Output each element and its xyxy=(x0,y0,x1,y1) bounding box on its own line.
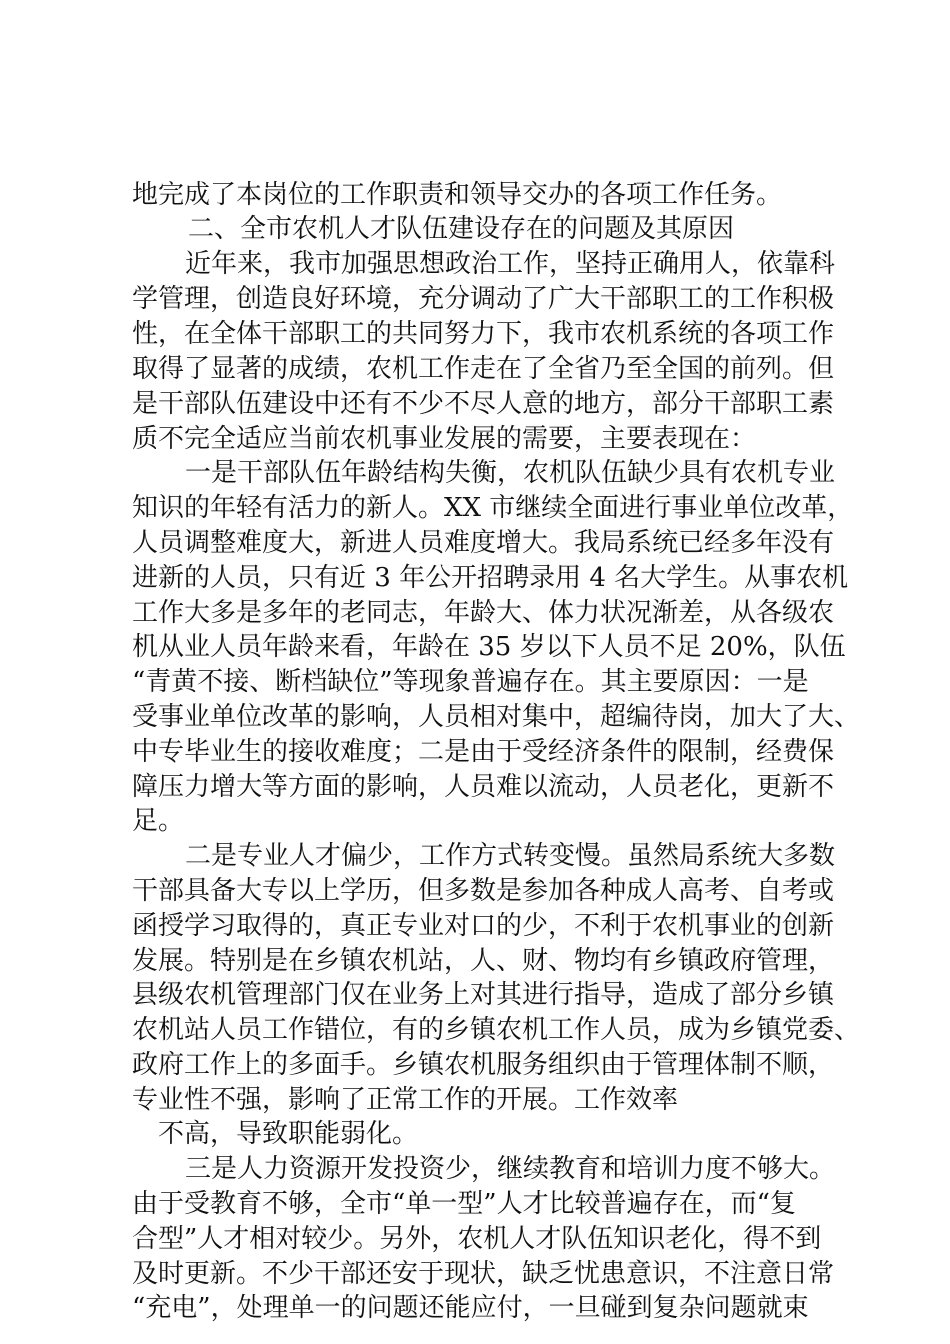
text-line: 进新的人员，只有近 3 年公开招聘录用 4 名大学生。从事农机 xyxy=(132,563,849,593)
text-line: 受事业单位改革的影响，人员相对集中，超编待岗，加大了大、 xyxy=(132,702,861,732)
text-line: 农机站人员工作错位，有的乡镇农机工作人员，成为乡镇党委、 xyxy=(132,1015,861,1045)
text-line: 学管理，创造良好环境，充分调动了广大干部职工的工作积极 xyxy=(132,284,835,314)
text-line: 专业性不强，影响了正常工作的开展。工作效率 xyxy=(132,1085,679,1115)
text-line: 及时更新。不少干部还安于现状，缺乏忧患意识，不注意日常 xyxy=(132,1259,835,1289)
text-line: 近年来，我市加强思想政治工作，坚持正确用人，依靠科 xyxy=(185,249,836,279)
text-line: 干部具备大专以上学历，但多数是参加各种成人高考、自考或 xyxy=(132,876,835,906)
text-line: 质不完全适应当前农机事业发展的需要，主要表现在： xyxy=(132,424,757,454)
text-line: 足。 xyxy=(132,806,185,836)
text-line: 合型”人才相对较少。另外，农机人才队伍知识老化，得不到 xyxy=(132,1224,822,1254)
text-line: 工作大多是多年的老同志，年龄大、体力状况渐差，从各级农 xyxy=(132,598,835,628)
text-line: 性，在全体干部职工的共同努力下，我市农机系统的各项工作 xyxy=(132,319,835,349)
text-line: 地完成了本岗位的工作职责和领导交办的各项工作任务。 xyxy=(132,180,783,210)
text-line: 不高，导致职能弱化。 xyxy=(158,1119,419,1149)
text-line: 一是干部队伍年龄结构失衡，农机队伍缺少具有农机专业 xyxy=(185,458,836,488)
text-line: 中专毕业生的接收难度；二是由于受经济条件的限制，经费保 xyxy=(132,737,835,767)
text-line: 由于受教育不够，全市“单一型”人才比较普遍存在，而“复 xyxy=(132,1189,796,1219)
text-line: 县级农机管理部门仅在业务上对其进行指导，造成了部分乡镇 xyxy=(132,980,835,1010)
text-line: 人员调整难度大，新进人员难度增大。我局系统已经多年没有 xyxy=(132,528,835,558)
text-line: 政府工作上的多面手。乡镇农机服务组织由于管理体制不顺， xyxy=(132,1050,835,1080)
text-line: 三是人力资源开发投资少，继续教育和培训力度不够大。 xyxy=(185,1154,836,1184)
text-line: 是干部队伍建设中还有不少不尽人意的地方，部分干部职工素 xyxy=(132,389,835,419)
text-line: 二是专业人才偏少，工作方式转变慢。虽然局系统大多数 xyxy=(185,841,836,871)
text-line: 发展。特别是在乡镇农机站，人、财、物均有乡镇政府管理， xyxy=(132,946,835,976)
text-line: 函授学习取得的，真正专业对口的少，不利于农机事业的创新 xyxy=(132,911,835,941)
text-line: “充电”，处理单一的问题还能应付，一旦碰到复杂问题就束 xyxy=(132,1293,809,1323)
section-heading: 二、全市农机人才队伍建设存在的问题及其原因 xyxy=(188,214,735,244)
text-line: 取得了显著的成绩，农机工作走在了全省乃至全国的前列。但 xyxy=(132,354,835,384)
text-line: “青黄不接、断档缺位”等现象普遍存在。其主要原因：一是 xyxy=(132,667,809,697)
text-line: 知识的年轻有活力的新人。XX 市继续全面进行事业单位改革， xyxy=(132,493,854,523)
text-line: 障压力增大等方面的影响，人员难以流动，人员老化，更新不 xyxy=(132,772,835,802)
text-line: 机从业人员年龄来看，年龄在 35 岁以下人员不足 20%，队伍 xyxy=(132,632,846,662)
